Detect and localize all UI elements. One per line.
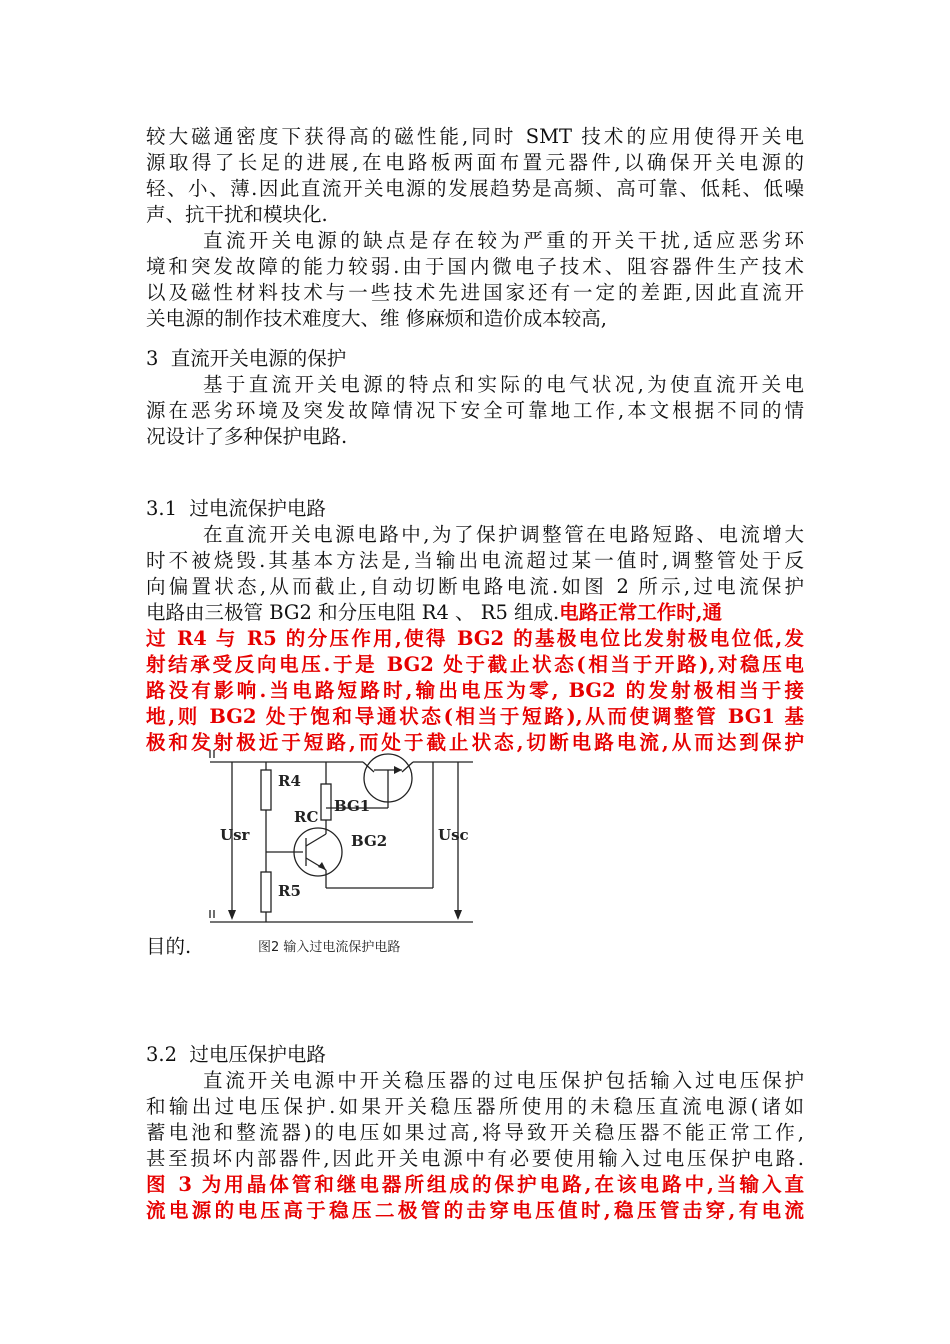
figure-caption: 图2 输入过电流保护电路 (258, 940, 401, 955)
paragraph-line: 在直流开关电源电路中,为了保护调整管在电路短路、电流增大 (203, 523, 804, 546)
paragraph-line: 直流开关电源中开关稳压器的过电压保护包括输入过电压保护 (203, 1069, 804, 1092)
paragraph-tail: 目的. (146, 935, 192, 958)
highlighted-line: 射结承受反向电压.于是 BG2 处于截止状态(相当于开路),对稳压电 (146, 653, 804, 676)
paragraph-line: 以及磁性材料技术与一些技术先进国家还有一定的差距,因此直流开 (146, 281, 804, 304)
highlighted-line: 地,则 BG2 处于饱和导通状态(相当于短路),从而使调整管 BG1 基 (146, 705, 804, 728)
overcurrent-protection-circuit (208, 748, 478, 938)
paragraph-line: 时不被烧毁.其基本方法是,当输出电流超过某一值时,调整管处于反 (146, 549, 804, 572)
paragraph-line: 境和突发故障的能力较弱.由于国内微电子技术、阻容器件生产技术 (146, 255, 804, 278)
paragraph-line: 轻、小、薄.因此直流开关电源的发展趋势是高频、高可靠、低耗、低噪 (146, 177, 804, 200)
paragraph-line: 蓄电池和整流器)的电压如果过高,将导致开关稳压器不能正常工作, (146, 1121, 804, 1144)
highlighted-line: 图 3 为用晶体管和继电器所组成的保护电路,在该电路中,当输入直 (146, 1173, 804, 1196)
label-usr: Usr (220, 826, 250, 844)
paragraph-line: 和输出过电压保护.如果开关稳压器所使用的未稳压直流电源(诸如 (146, 1095, 804, 1118)
highlighted-line: 极和发射极近于短路,而处于截止状态,切断电路电流,从而达到保护 (146, 731, 804, 754)
highlighted-line: 过 R4 与 R5 的分压作用,使得 BG2 的基极电位比发射极电位低,发 (146, 627, 804, 650)
label-bg1: BG1 (334, 797, 371, 815)
section-heading: 3.2 过电压保护电路 (146, 1043, 326, 1066)
label-rc: RC (294, 808, 319, 826)
paragraph-line-mixed (146, 600, 804, 626)
paragraph-line: 较大磁通密度下获得高的磁性能,同时 SMT 技术的应用使得开关电 (146, 125, 804, 148)
highlighted-line: 路没有影响.当电路短路时,输出电压为零, BG2 的发射极相当于接 (146, 679, 804, 702)
circuit-diagram-figure (208, 748, 478, 960)
section-heading: 3.1 过电流保护电路 (146, 497, 326, 520)
label-bg2: BG2 (351, 832, 388, 850)
label-usc: Usc (438, 826, 469, 844)
paragraph-line: 直流开关电源的缺点是存在较为严重的开关干扰,适应恶劣环 (203, 229, 804, 252)
label-r4: R4 (278, 772, 301, 790)
paragraph-line: 况设计了多种保护电路. (146, 425, 348, 448)
paragraph-line: 基于直流开关电源的特点和实际的电气状况,为使直流开关电 (203, 373, 804, 396)
paragraph-line: 甚至损坏内部器件,因此开关电源中有必要使用输入过电压保护电路. (146, 1147, 804, 1170)
paragraph-line: 关电源的制作技术难度大、维 修麻烦和造价成本较高, (146, 307, 607, 330)
paragraph-line: 声、抗干扰和模块化. (146, 203, 328, 226)
highlighted-line: 流电源的电压高于稳压二极管的击穿电压值时,稳压管击穿,有电流 (146, 1199, 804, 1222)
paragraph-line: 源取得了长足的进展,在电路板两面布置元器件,以确保开关电源的 (146, 151, 804, 174)
label-r5: R5 (278, 882, 301, 900)
highlighted-text: 电路正常工作时,通 (559, 601, 723, 624)
paragraph-text: 电路由三极管 BG2 和分压电阻 R4 、 R5 组成. (146, 601, 560, 624)
paragraph-line: 源在恶劣环境及突发故障情况下安全可靠地工作,本文根据不同的情 (146, 399, 804, 422)
paragraph-line: 向偏置状态,从而截止,自动切断电路电流.如图 2 所示,过电流保护 (146, 575, 804, 598)
section-heading: 3 直流开关电源的保护 (146, 347, 347, 370)
